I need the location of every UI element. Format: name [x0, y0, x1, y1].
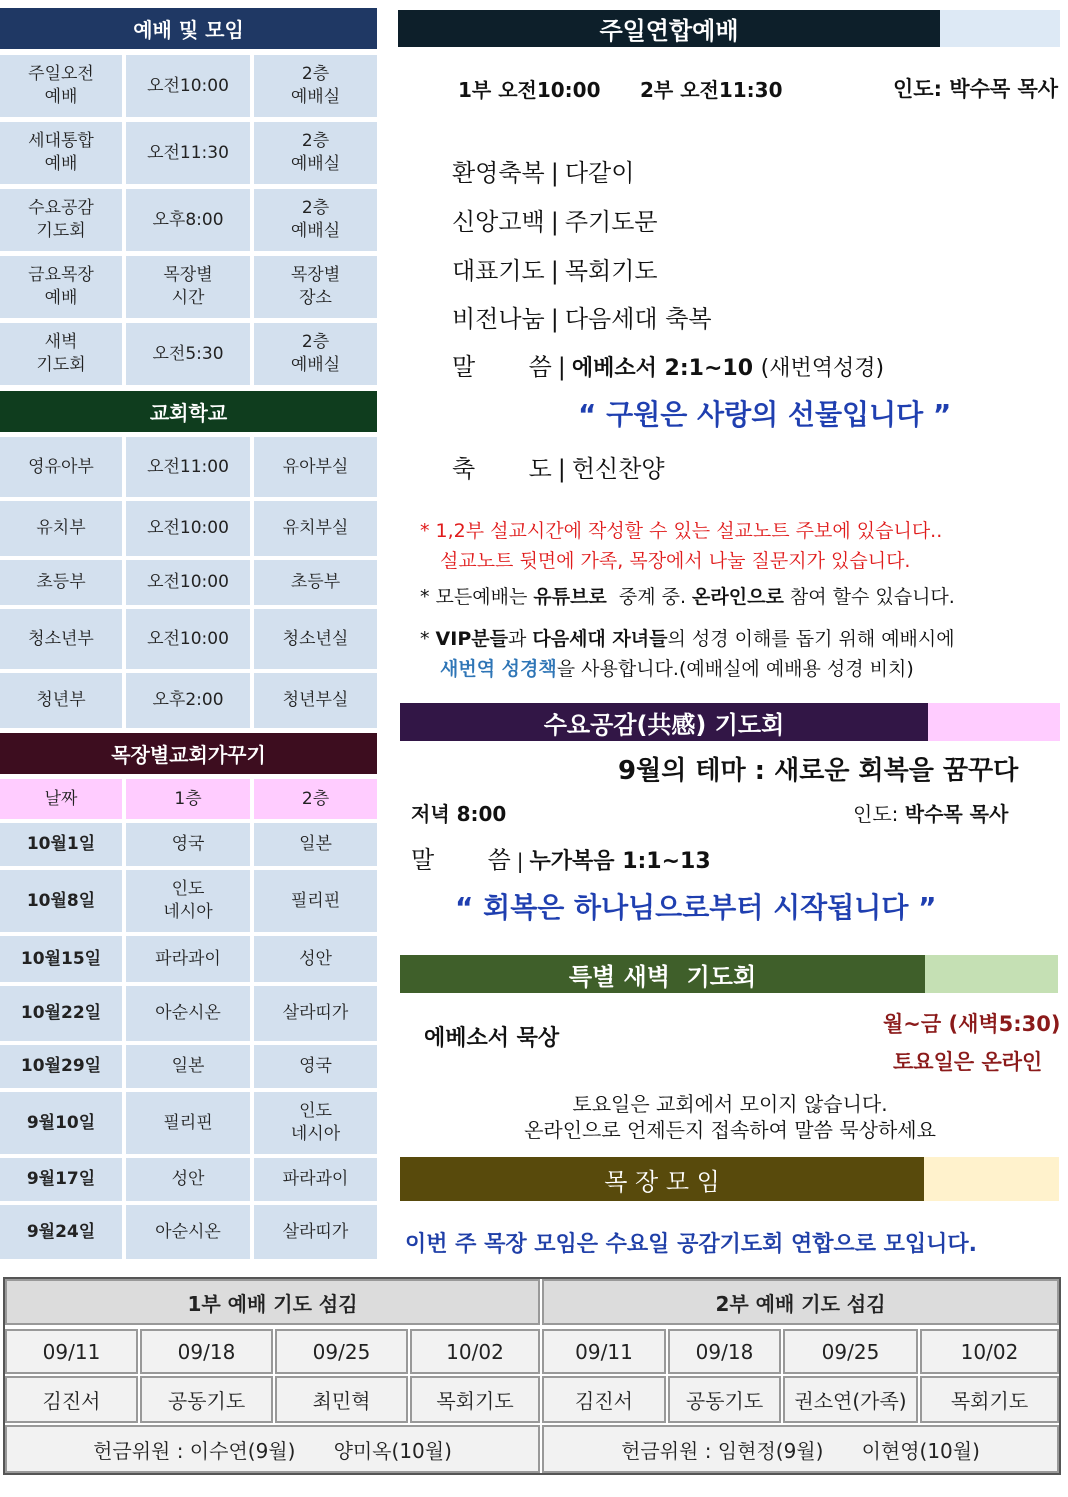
wednesday-theme: 9월의 테마 : 새로운 회복을 꿈꾸다: [618, 756, 1019, 786]
prayer-part1-title: 1부 예배 기도 섬김: [5, 1279, 540, 1325]
decor-date: 10월29일: [0, 1045, 122, 1088]
worship-cell: 새벽 기도회: [0, 323, 122, 385]
dawn-message-line: 토요일은 교회에서 모이지 않습니다.: [572, 1092, 888, 1116]
leader-prefix: 인도:: [853, 802, 905, 826]
decor-date: 10월1일: [0, 823, 122, 866]
school-cell: 청년부실: [254, 673, 377, 728]
decor-cell: 파라과이: [126, 936, 250, 982]
offering-committee: 헌금위원 : 임현정(9월) 이현영(10월): [542, 1425, 1059, 1473]
wednesday-header: 수요공감(共感) 기도회: [400, 703, 928, 741]
dawn-message-line: 온라인으로 언제든지 접속하여 말씀 묵상하세요: [524, 1118, 936, 1142]
note-line: * 1,2부 설교시간에 작성할 수 있는 설교노트 주보에 있습니다..: [420, 520, 943, 542]
sermon-separator: |: [557, 353, 566, 381]
note-highlight: 새번역 성경책: [440, 658, 557, 680]
prayer-name: 김진서: [5, 1376, 138, 1423]
prayer-date: 09/18: [668, 1329, 781, 1374]
order-label: 환영축복: [452, 159, 545, 187]
school-cell: 오후2:00: [126, 673, 250, 728]
cell-group-message: 이번 주 목장 모임은 수요일 공감기도회 연합으로 모입니다.: [405, 1232, 978, 1257]
benediction-value: 헌신찬양: [571, 455, 665, 483]
worship-cell: 오전10:00: [126, 55, 250, 117]
note-line: [420, 654, 955, 684]
dawn-message: [400, 1091, 1060, 1143]
wednesday-time: 저녁 8:00: [411, 802, 507, 826]
cell-group-header: 목 장 모 임: [400, 1157, 924, 1201]
order-item: [452, 202, 658, 237]
dawn-time: 월~금 (새벽5:30): [883, 1012, 1061, 1036]
sunday-sermon-title: “ 구원은 사랑의 선물입니다 ”: [578, 398, 952, 431]
decor-date: 9월17일: [0, 1158, 122, 1201]
leader-name: 박수목 목사: [904, 802, 1009, 826]
prayer-date: 09/25: [783, 1329, 918, 1374]
wednesday-sermon-row: [411, 840, 711, 875]
school-cell: 오전10:00: [126, 609, 250, 669]
worship-cell: 오전5:30: [126, 323, 250, 385]
order-separator: |: [550, 305, 559, 333]
school-cell: 초등부: [0, 560, 122, 605]
decor-cell: 아순시온: [126, 1205, 250, 1259]
sermon-row: [452, 347, 884, 382]
school-cell: 초등부: [254, 560, 377, 605]
benediction-label: 축 도: [452, 455, 552, 483]
worship-cell: 2층 예배실: [254, 122, 377, 184]
wednesday-leader: [853, 798, 1008, 827]
prayer-name: 권소연(가족): [783, 1376, 918, 1423]
note-emphasis: 온라인으로: [692, 586, 784, 608]
note-bible: [420, 624, 955, 684]
prayer-name: 공동기도: [140, 1376, 273, 1423]
decor-column-header: 2층: [254, 779, 377, 819]
school-cell: 오전11:00: [126, 437, 250, 497]
school-cell: 유치부: [0, 501, 122, 556]
prayer-name: 공동기도: [668, 1376, 781, 1423]
sermon-label: 말 씀: [452, 353, 552, 381]
note-online: [420, 582, 955, 612]
school-header: 교회학교: [0, 391, 377, 432]
decor-header: 목장별교회가꾸기: [0, 733, 377, 774]
order-label: 비전나눔: [452, 305, 545, 333]
worship-cell: 금요목장 예배: [0, 256, 122, 318]
decor-cell: 성안: [254, 936, 377, 982]
dawn-header-accent: [925, 955, 1058, 993]
worship-cell: 목장별 시간: [126, 256, 250, 318]
note-emphasis: 유튜브로: [533, 586, 607, 608]
prayer-name: 최민혁: [275, 1376, 408, 1423]
prayer-date: 10/02: [410, 1329, 540, 1374]
note-line: [420, 624, 955, 654]
prayer-date: 09/18: [140, 1329, 273, 1374]
note-emphasis: VIP분들: [435, 628, 508, 650]
school-cell: 청년부: [0, 673, 122, 728]
decor-cell: 필리핀: [126, 1092, 250, 1154]
worship-cell: 오후8:00: [126, 189, 250, 251]
decor-cell: 영국: [126, 823, 250, 866]
sunday-leader: 인도: 박수목 목사: [893, 77, 1059, 101]
note-line: 설교노트 뒷면에 가족, 목장에서 나눌 질문지가 있습니다.: [440, 550, 911, 572]
order-label: 신앙고백: [452, 208, 545, 236]
order-item: [452, 299, 712, 334]
worship-header: 예배 및 모임: [0, 8, 377, 49]
school-cell: 유아부실: [254, 437, 377, 497]
note-text: *: [420, 628, 436, 650]
order-value: 다음세대 축복: [564, 305, 712, 333]
worship-cell: 2층 예배실: [254, 323, 377, 385]
cell-group-header-accent: [924, 1157, 1059, 1201]
sermon-label: 말 씀: [411, 846, 511, 874]
sermon-reference: 누가복음 1:1~13: [529, 849, 711, 874]
decor-cell: 성안: [126, 1158, 250, 1201]
prayer-date: 09/11: [5, 1329, 138, 1374]
worship-cell: 목장별 장소: [254, 256, 377, 318]
sermon-reference: 에베소서 2:1~10: [571, 356, 754, 381]
decor-column-header: 1층: [126, 779, 250, 819]
order-separator: |: [550, 208, 559, 236]
decor-cell: 일본: [254, 823, 377, 866]
decor-cell: 살라띠가: [254, 986, 377, 1041]
school-cell: 청소년실: [254, 609, 377, 669]
prayer-date: 09/25: [275, 1329, 408, 1374]
sermon-separator: |: [516, 849, 524, 873]
decor-cell: 인도 네시아: [254, 1092, 377, 1154]
prayer-name: 목회기도: [920, 1376, 1059, 1423]
sermon-version: (새번역성경): [760, 356, 885, 381]
decor-date: 9월24일: [0, 1205, 122, 1259]
wednesday-sermon-title: “ 회복은 하나님으로부터 시작됩니다 ”: [455, 891, 937, 924]
worship-cell: 세대통합 예배: [0, 122, 122, 184]
order-value: 주기도문: [564, 208, 658, 236]
prayer-date: 09/11: [542, 1329, 666, 1374]
decor-date: 9월10일: [0, 1092, 122, 1154]
school-cell: 오전10:00: [126, 501, 250, 556]
sunday-header-accent: [940, 10, 1060, 47]
wednesday-header-accent: [928, 703, 1060, 741]
dawn-saturday: 토요일은 온라인: [893, 1050, 1043, 1074]
order-item: [452, 251, 658, 286]
decor-date: 10월22일: [0, 986, 122, 1041]
worship-cell: 오전11:30: [126, 122, 250, 184]
order-value: 다같이: [564, 159, 635, 187]
decor-cell: 일본: [126, 1045, 250, 1088]
prayer-name: 김진서: [542, 1376, 666, 1423]
decor-cell: 인도 네시아: [126, 870, 250, 932]
note-text: 과: [507, 628, 533, 650]
order-separator: |: [550, 159, 559, 187]
note-text: 을 사용합니다.(예배실에 예배용 성경 비치): [556, 658, 914, 680]
note-text: 의 성경 이해를 돕기 위해 예배시에: [667, 628, 955, 650]
worship-cell: 수요공감 기도회: [0, 189, 122, 251]
sunday-time-1: 1부 오전10:00: [458, 78, 601, 102]
order-separator: |: [550, 257, 559, 285]
decor-cell: 살라띠가: [254, 1205, 377, 1259]
offering-committee: 헌금위원 : 이수연(9월) 양미옥(10월): [5, 1425, 540, 1473]
prayer-date: 10/02: [920, 1329, 1059, 1374]
prayer-part2-title: 2부 예배 기도 섬김: [542, 1279, 1059, 1325]
decor-cell: 파라과이: [254, 1158, 377, 1201]
note-emphasis: 다음세대 자녀들: [532, 628, 668, 650]
worship-cell: 주일오전 예배: [0, 55, 122, 117]
decor-column-header: 날짜: [0, 779, 122, 819]
order-value: 목회기도: [564, 257, 658, 285]
decor-cell: 영국: [254, 1045, 377, 1088]
worship-cell: 2층 예배실: [254, 55, 377, 117]
note-text: 참여 할수 있습니다.: [783, 586, 955, 608]
dawn-subject: 에베소서 묵상: [424, 1026, 560, 1051]
school-cell: 영유아부: [0, 437, 122, 497]
school-cell: 오전10:00: [126, 560, 250, 605]
order-label: 대표기도: [452, 257, 545, 285]
sunday-time-2: 2부 오전11:30: [640, 78, 783, 102]
school-cell: 유치부실: [254, 501, 377, 556]
school-cell: 청소년부: [0, 609, 122, 669]
benediction-row: [452, 449, 665, 484]
order-item: [452, 153, 634, 188]
note-text: * 모든예배는: [420, 586, 534, 608]
dawn-header: 특별 새벽 기도회: [400, 955, 925, 993]
note-sermon-notes: [420, 516, 942, 576]
decor-cell: 아순시온: [126, 986, 250, 1041]
decor-date: 10월15일: [0, 936, 122, 982]
decor-date: 10월8일: [0, 870, 122, 932]
prayer-name: 목회기도: [410, 1376, 540, 1423]
sunday-header: 주일연합예배: [398, 10, 940, 47]
note-text: 중계 중.: [606, 586, 693, 608]
worship-cell: 2층 예배실: [254, 189, 377, 251]
benediction-separator: |: [557, 455, 566, 483]
decor-cell: 필리핀: [254, 870, 377, 932]
